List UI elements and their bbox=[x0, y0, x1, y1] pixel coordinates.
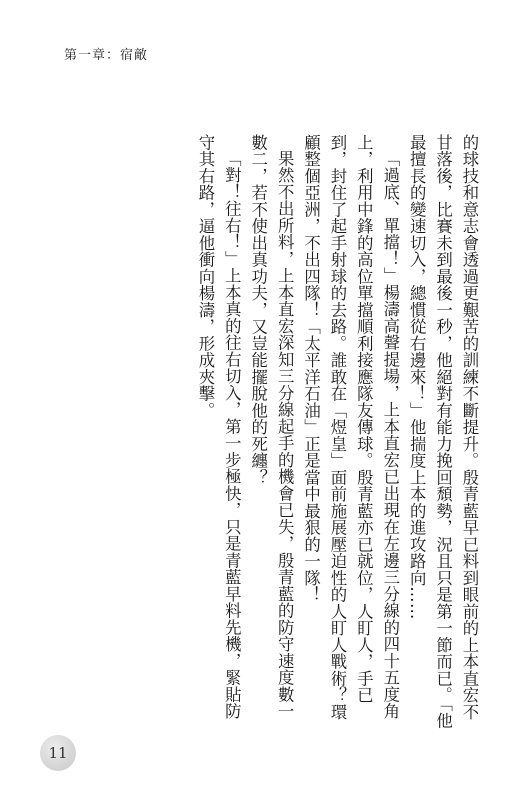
page-number-badge bbox=[40, 735, 76, 771]
paragraph-3: 果然不出所料，上本直宏深知三分線起手的機會已失，殷青藍的防守速度數一數二，若不使出真功夫，又豈能擺脫他的死纏？ bbox=[248, 134, 295, 720]
page-number: 11 bbox=[48, 744, 68, 762]
body-text bbox=[192, 134, 482, 734]
paragraph-1: 的球技和意志會透過更艱苦的訓練不斷提升。殷青藍早已料到眼前的上本直宏不甘落後，比賽未到最後一秒，他絕對有能力挽回頹勢，況且只是第一節而已。「他最擅長的變速切入，總慣從右邊來！」他揣度上本的進攻路向…… bbox=[407, 134, 479, 729]
chapter-title: 第一章：宿敵 bbox=[64, 48, 149, 63]
paragraph-4: 「對！往右！」上本真的往右切入，第一步極快，只是青藍早料先機，緊貼防守其右路，逼他衝向楊濤，形成夾擊。 bbox=[195, 134, 242, 720]
paragraph-2: 「過底、單擋！」楊濤高聲提場，上本直宏已出現在左邊三分線的四十五度角上，利用中鋒的高位單擋順利接應隊友傳球。殷青藍亦已就位，人盯人，手已到，封住了起手射球的去路。誰敢在「煜皇」面前施展壓迫性的人盯人戰術？環顧整個亞洲，不出四隊！「太平洋石油」正是當中最狠的一隊！ bbox=[301, 134, 400, 721]
